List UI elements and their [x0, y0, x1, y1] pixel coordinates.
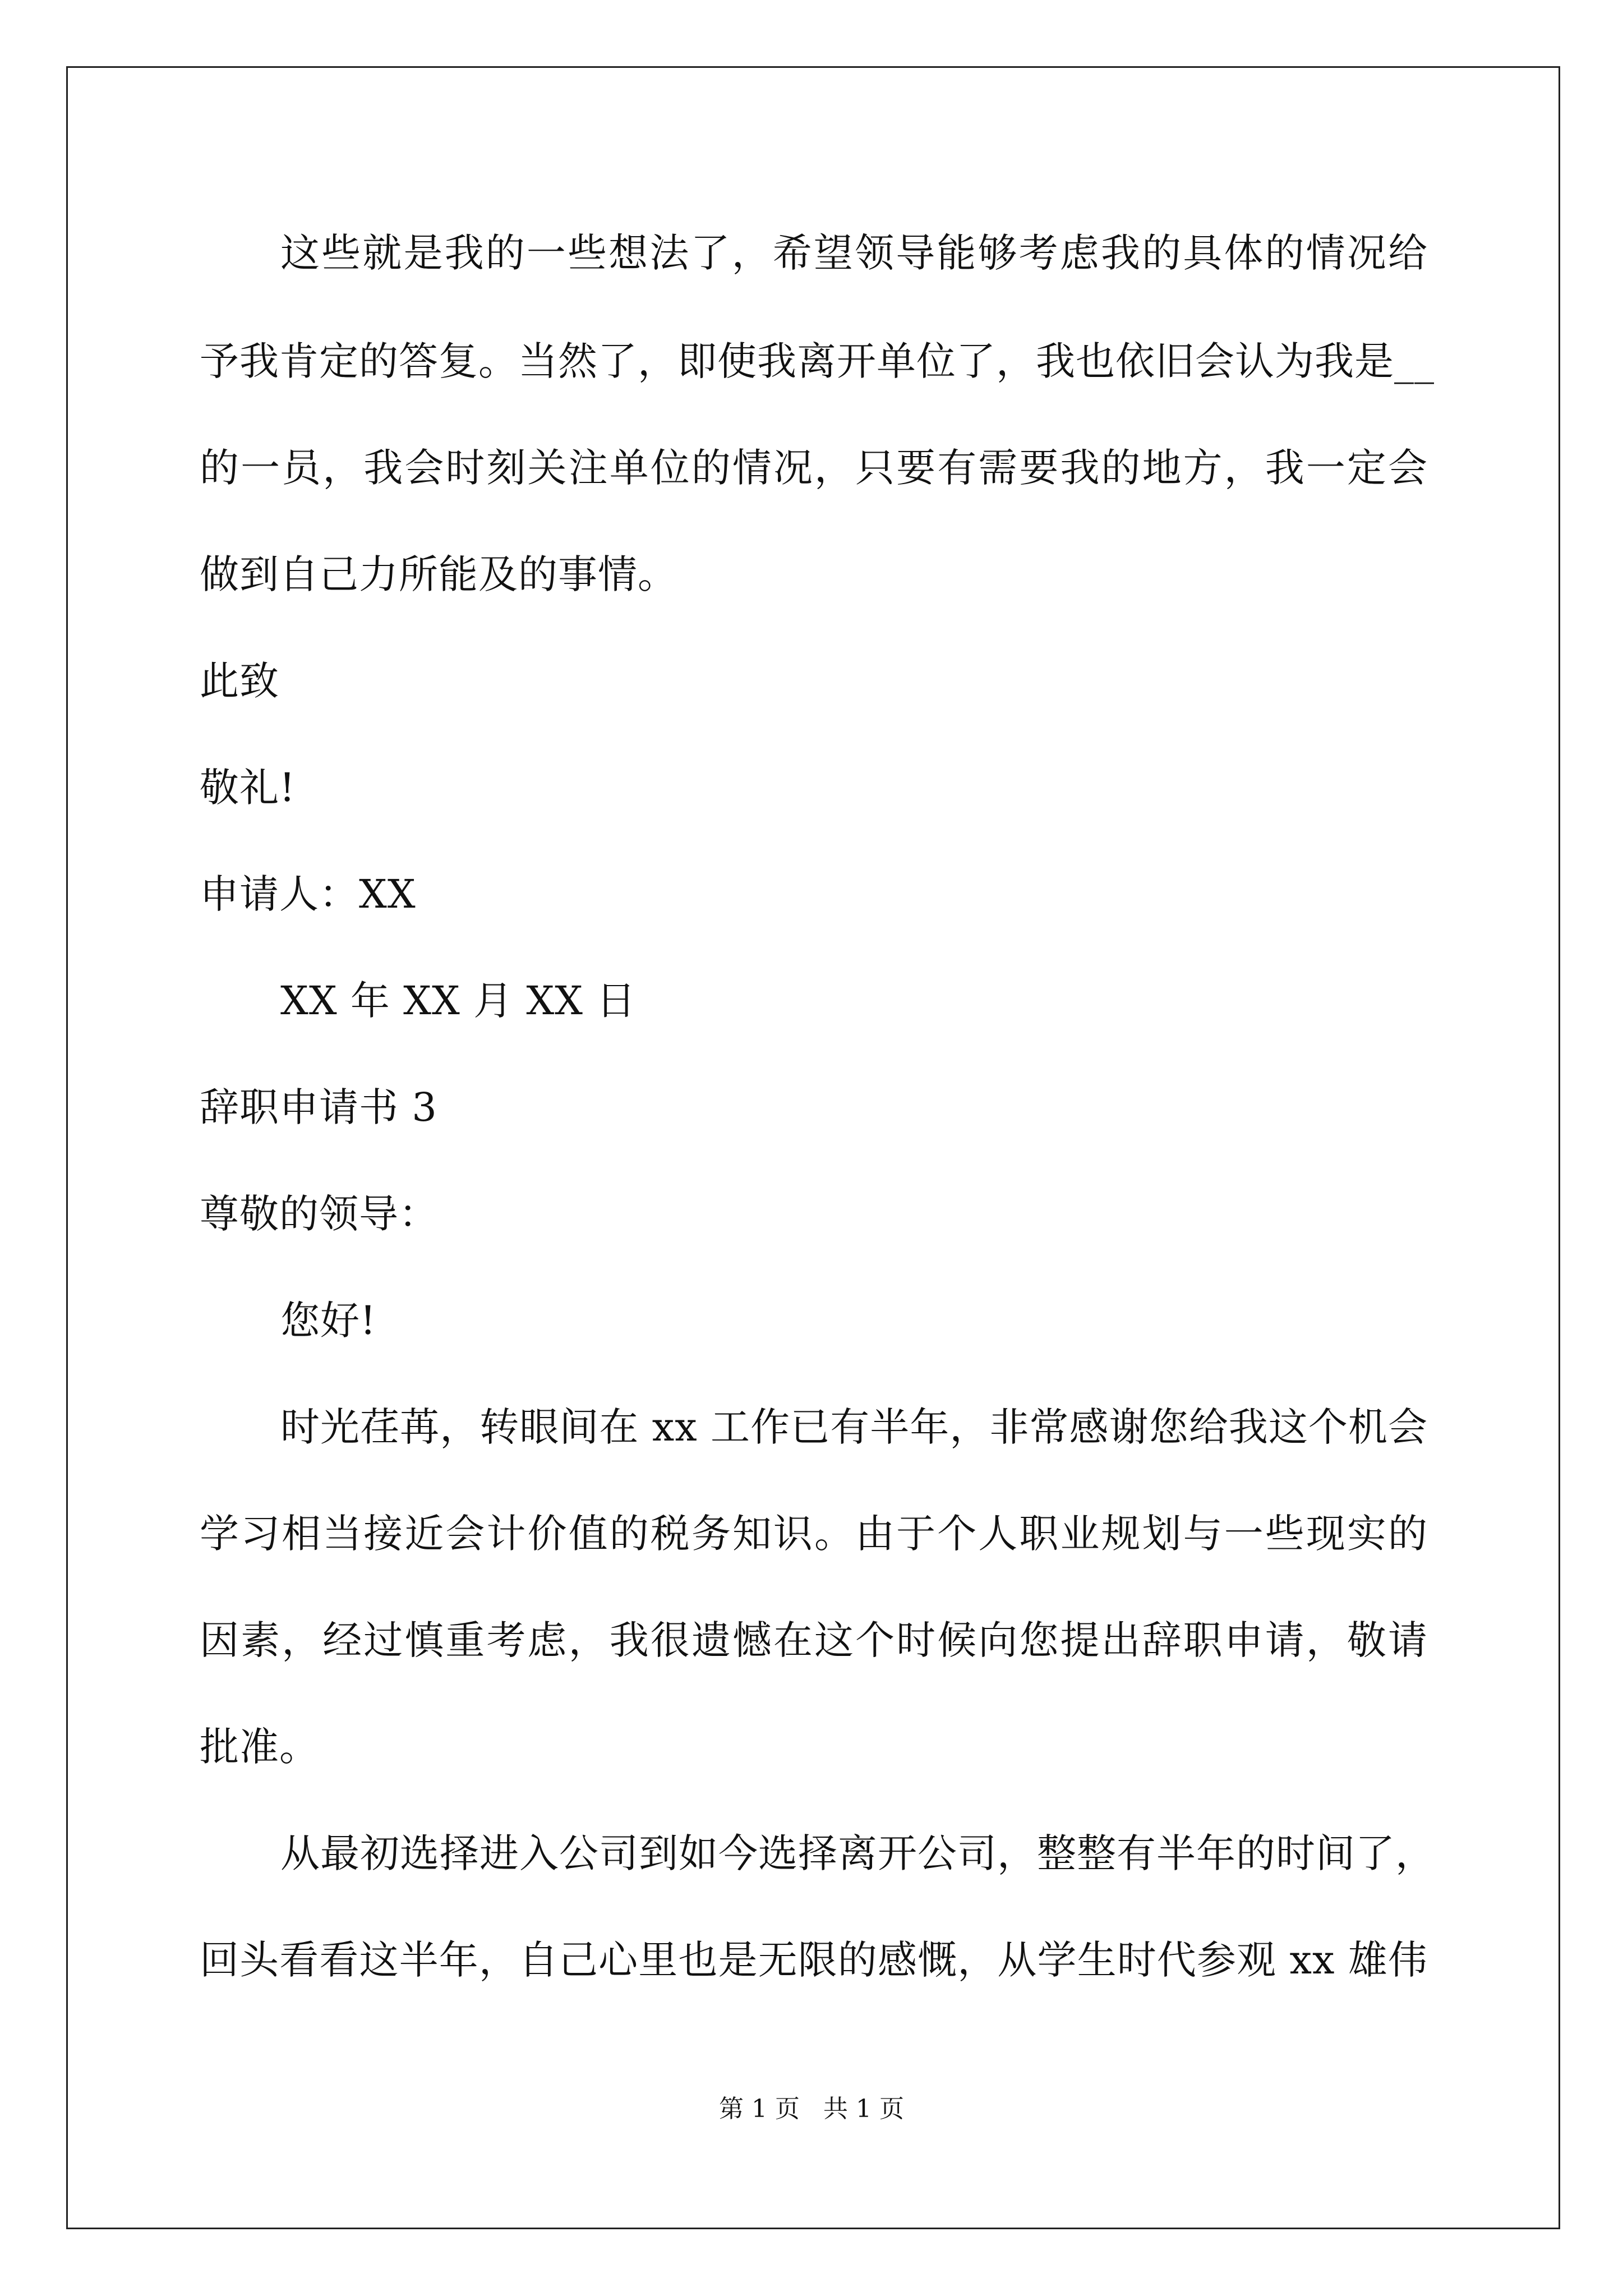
paragraph-line: 批准。 [200, 1724, 319, 1770]
paragraph-line: 这些就是我的一些想法了，希望领导能够考虑我的具体的情况给 [280, 230, 1428, 276]
paragraph-line: 学习相当接近会计价值的税务知识。由于个人职业规划与一些现实的 [200, 1511, 1428, 1557]
page-border [66, 66, 1560, 2229]
paragraph-line: 予我肯定的答复。当然了，即使我离开单位了，我也依旧会认为我是__ [200, 338, 1435, 384]
section-title: 辞职申请书 3 [200, 1084, 437, 1130]
paragraph-line: 做到自己力所能及的事情。 [200, 551, 677, 597]
paragraph-line: 从最初选择进入公司到如今选择离开公司，整整有半年的时间了， [280, 1830, 1435, 1876]
letter-hello: 您好! [280, 1297, 377, 1343]
applicant-signature: 申请人：XX [200, 871, 416, 917]
paragraph-line: 时光荏苒，转眼间在 xx 工作已有半年，非常感谢您给我这个机会 [280, 1404, 1428, 1450]
closing-regards: 敬礼! [200, 765, 296, 811]
letter-greeting: 尊敬的领导： [200, 1191, 439, 1237]
closing-salutation: 此致 [200, 658, 279, 704]
paragraph-line: 因素，经过慎重考虑，我很遗憾在这个时候向您提出辞职申请，敬请 [200, 1617, 1428, 1663]
signature-date: XX 年 XX 月 XX 日 [280, 978, 637, 1024]
paragraph-line: 的一员，我会时刻关注单位的情况，只要有需要我的地方，我一定会 [200, 445, 1428, 491]
paragraph-line: 回头看看这半年，自己心里也是无限的感慨，从学生时代参观 xx 雄伟 [200, 1937, 1428, 1983]
page-footer: 第 1 页 共 1 页 [719, 2095, 904, 2123]
